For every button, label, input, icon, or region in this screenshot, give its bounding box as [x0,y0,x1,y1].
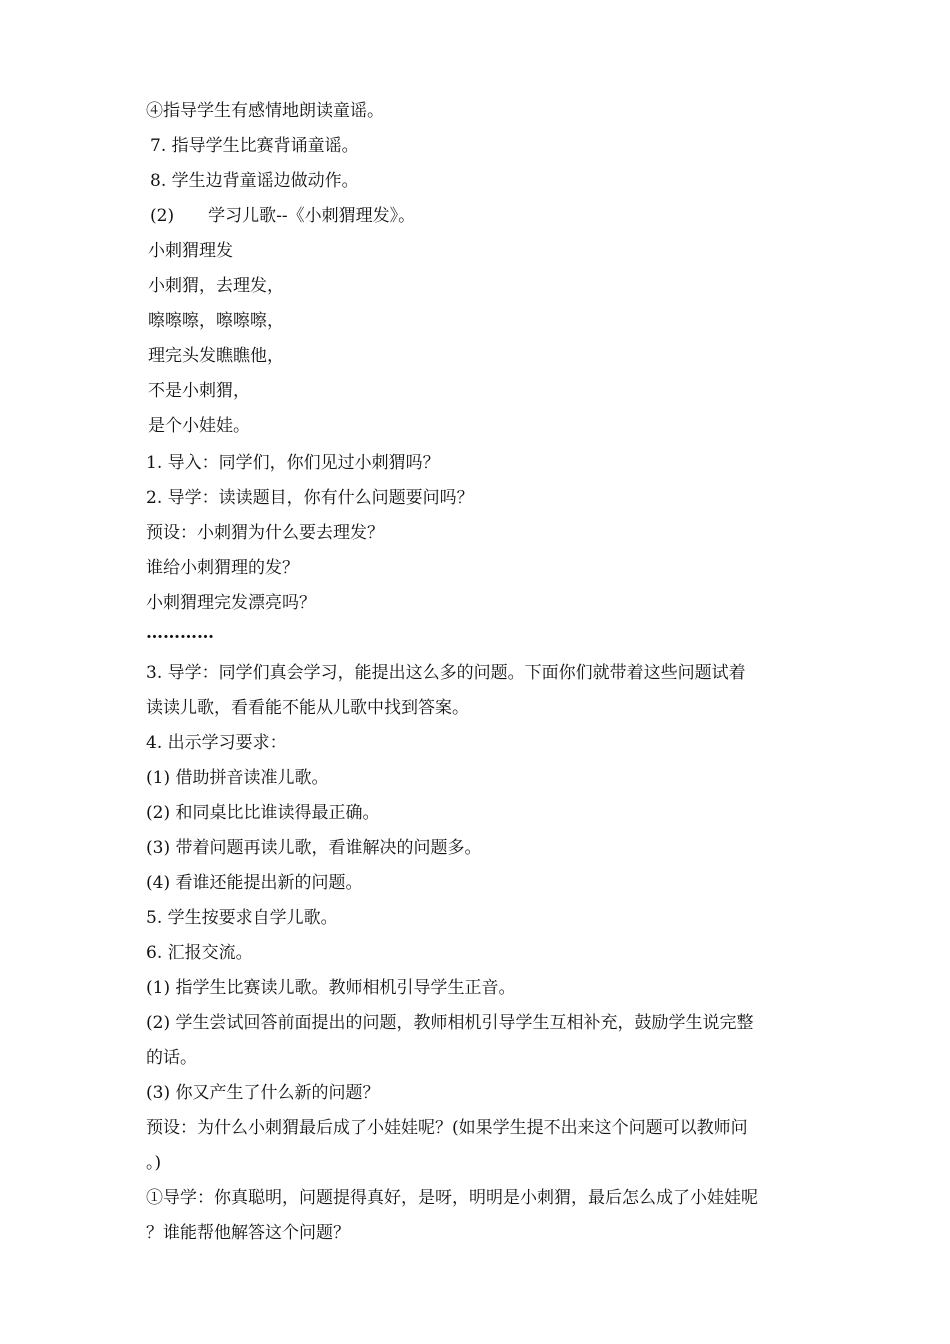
text-line: 3. 导学：同学们真会学习，能提出这么多的问题。下面你们就带着这些问题试着 [146,663,746,683]
poem-title: 小刺猬理发 [148,241,233,261]
text-line: 读读儿歌，看看能不能从儿歌中找到答案。 [146,698,469,718]
ellipsis-line: ………… [146,623,214,643]
poem-line: 嚓嚓嚓，嚓嚓嚓， [148,311,284,331]
text-line: (3) 带着问题再读儿歌，看谁解决的问题多。 [146,838,482,858]
text-line: ？谁能帮他解答这个问题？ [146,1223,350,1243]
text-line: ①导学：你真聪明，问题提得真好，是呀，明明是小刺猬，最后怎么成了小娃娃呢 [146,1188,758,1208]
text-line: (1) 借助拼音读准儿歌。 [146,768,329,788]
text-line [150,205,850,227]
text-line: 小刺猬理完发漂亮吗？ [146,593,316,613]
poem-line: 是个小娃娃。 [148,416,250,436]
text-line: 谁给小刺猬理的发？ [146,558,299,578]
poem-line: 理完头发瞧瞧他， [148,346,284,366]
poem-line: 不是小刺猬， [148,381,250,401]
text-line: (2) 学生尝试回答前面提出的问题，教师相机引导学生互相补充，鼓励学生说完整 [146,1013,754,1033]
text-line: 的话。 [146,1048,197,1068]
text-line: (1) 指学生比赛读儿歌。教师相机引导学生正音。 [146,978,516,998]
text-line: 预设：为什么小刺猬最后成了小娃娃呢？(如果学生提不出来这个问题可以教师问 [146,1118,748,1138]
text-line: ④指导学生有感情地朗读童谣。 [146,101,384,121]
section-number: (2) [150,206,175,226]
text-line: 2. 导学：读读题目，你有什么问题要问吗？ [146,488,474,508]
poem-line: 小刺猬，去理发， [148,276,284,296]
text-line: 预设：小刺猬为什么要去理发？ [146,523,384,543]
text-line: (2) 和同桌比比谁读得最正确。 [146,803,380,823]
text-line: 4. 出示学习要求： [146,733,287,753]
text-line: (4) 看谁还能提出新的问题。 [146,873,363,893]
section-title: 学习儿歌--《小刺猬理发》。 [208,206,416,226]
text-line: 8. 学生边背童谣边做动作。 [150,171,359,191]
text-line: 6. 汇报交流。 [146,943,253,963]
text-line: 7. 指导学生比赛背诵童谣。 [150,136,359,156]
text-line: 。) [146,1153,162,1173]
text-line: 5. 学生按要求自学儿歌。 [146,908,338,928]
text-line: (3) 你又产生了什么新的问题？ [146,1083,380,1103]
text-line: 1. 导入：同学们，你们见过小刺猬吗？ [146,453,440,473]
